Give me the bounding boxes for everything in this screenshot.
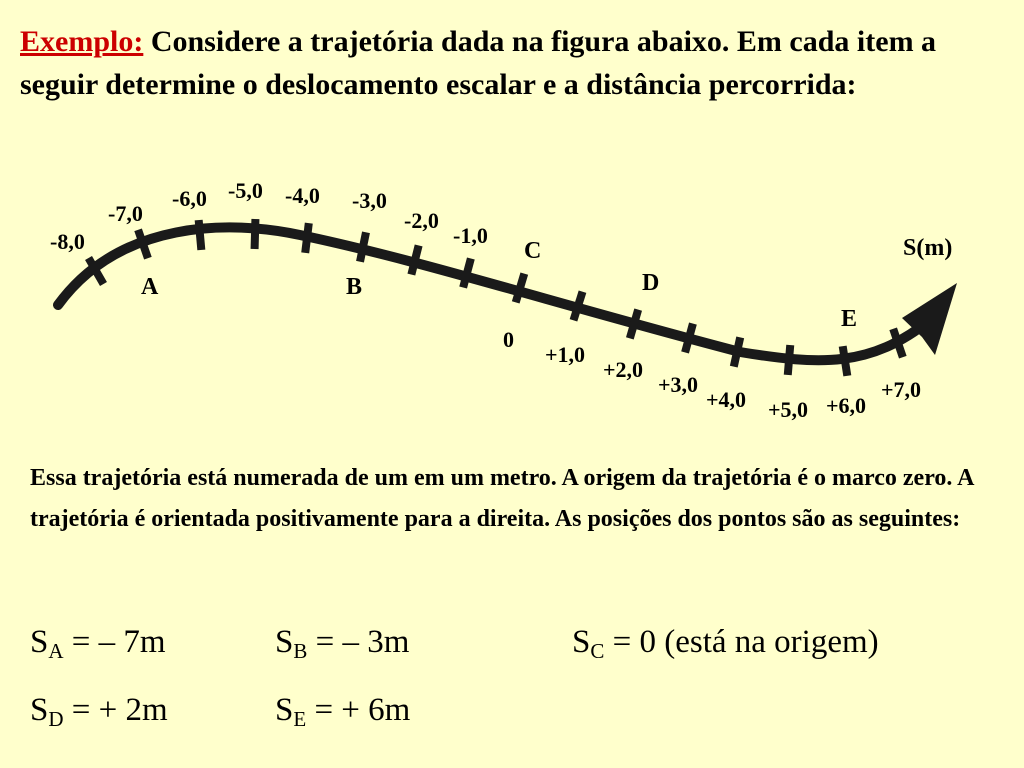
tick-mark — [463, 259, 471, 288]
tick-mark — [630, 310, 638, 339]
direction-arrow-icon — [902, 283, 957, 355]
point-label-e: E — [841, 306, 858, 332]
tick-mark — [843, 346, 848, 376]
tick-label: -5,0 — [228, 178, 263, 203]
explanation-paragraph: Essa trajetória está numerada de um em um metro. A origem da trajetória é o marco zero. A trajetória é orientada positivamente para a direita. As posições dos pontos são as seguintes: — [30, 465, 974, 532]
tick-mark — [516, 274, 525, 303]
tick-labels — [50, 178, 921, 422]
point-label-a: A — [141, 274, 159, 300]
tick-label: +3,0 — [658, 372, 699, 397]
point-label-b: B — [346, 274, 363, 300]
tick-mark — [138, 230, 148, 258]
tick-label: -7,0 — [108, 201, 143, 226]
tick-label: +6,0 — [826, 393, 867, 418]
tick-label: +5,0 — [768, 397, 809, 422]
tick-label: -6,0 — [172, 186, 207, 211]
axis-label: S(m) — [903, 235, 953, 261]
tick-mark — [411, 245, 418, 274]
position-b: $S_B$ = – 3m — [275, 624, 410, 663]
tick-mark — [788, 345, 790, 375]
position-c: $S_C = 0$ (está na origem) — [572, 624, 879, 663]
tick-mark — [360, 232, 366, 261]
tick-label: -3,0 — [352, 188, 387, 213]
problem-text: Considere a trajetória dada na figura abaixo. Em cada item a seguir determine o deslocamento escalar e a distância percorrida: — [20, 25, 937, 101]
point-label-c: C — [524, 238, 542, 264]
tick-mark — [255, 219, 256, 249]
tick-marks — [89, 219, 903, 376]
tick-mark — [685, 324, 693, 353]
tick-mark — [573, 292, 582, 321]
tick-label: -4,0 — [285, 183, 320, 208]
tick-label: +1,0 — [545, 342, 586, 367]
tick-label: -8,0 — [50, 229, 85, 254]
example-label: Exemplo: — [20, 25, 144, 58]
point-label-d: D — [642, 270, 660, 296]
tick-mark — [893, 329, 903, 357]
tick-label: +4,0 — [706, 387, 747, 412]
tick-mark — [199, 220, 202, 250]
tick-label: -2,0 — [404, 208, 439, 233]
tick-label: +7,0 — [881, 377, 922, 402]
tick-mark — [734, 337, 740, 366]
tick-mark — [305, 223, 309, 253]
trajectory-curve — [58, 227, 930, 360]
tick-label: -1,0 — [453, 223, 488, 248]
position-d: $S_D$ = + 2m — [30, 692, 168, 731]
position-e: $S_E$ = + 6m — [275, 692, 411, 731]
tick-label: +2,0 — [603, 357, 644, 382]
position-a: $S_A$ = – 7m — [30, 624, 166, 663]
tick-label: 0 — [503, 327, 514, 352]
